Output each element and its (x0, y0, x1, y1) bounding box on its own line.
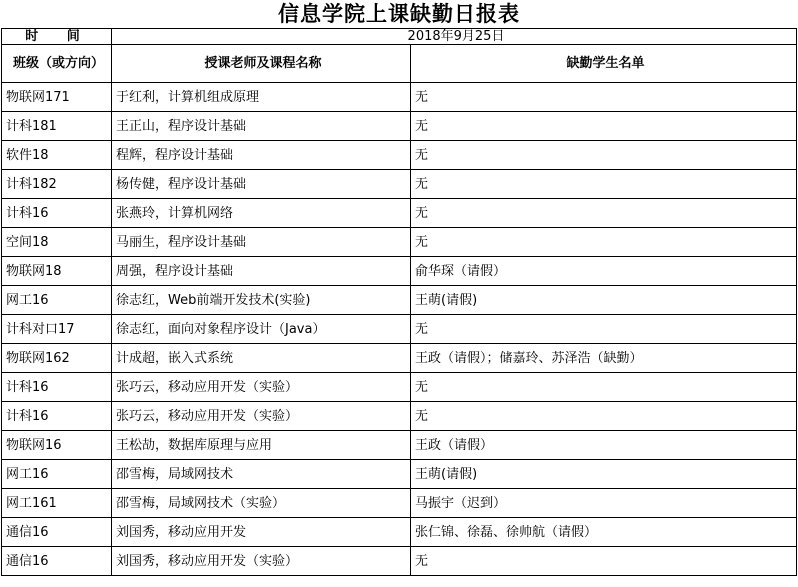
table-row (2, 460, 797, 489)
table-row (2, 141, 797, 170)
table-row (2, 402, 797, 431)
table-row (2, 489, 797, 518)
table-row (2, 344, 797, 373)
teacher-course-cell: 王松劼，数据库原理与应用 (112, 431, 411, 460)
teacher-course-cell: 邵雪梅，局域网技术 (112, 460, 411, 489)
attendance-table (1, 28, 797, 576)
teacher-course-cell: 徐志红，面向对象程序设计（Java） (112, 315, 411, 344)
table-row (2, 112, 797, 141)
table-row (2, 257, 797, 286)
class-cell: 软件18 (2, 141, 112, 170)
table-row (2, 199, 797, 228)
absent-list-cell: 无 (411, 228, 797, 257)
absent-list-cell: 无 (411, 141, 797, 170)
class-cell: 计科182 (2, 170, 112, 199)
teacher-course-cell: 张巧云，移动应用开发（实验） (112, 402, 411, 431)
absent-list-cell: 无 (411, 199, 797, 228)
absent-list-cell: 无 (411, 547, 797, 576)
class-cell: 通信16 (2, 547, 112, 576)
teacher-course-cell: 杨传健，程序设计基础 (112, 170, 411, 199)
teacher-course-cell: 张燕玲，计算机网络 (112, 199, 411, 228)
absent-list-cell: 无 (411, 83, 797, 112)
absent-list-cell: 张仁锦、徐磊、徐帅航（请假） (411, 518, 797, 547)
class-cell: 空间18 (2, 228, 112, 257)
teacher-course-cell: 马丽生，程序设计基础 (112, 228, 411, 257)
class-cell: 计科16 (2, 402, 112, 431)
class-cell: 计科181 (2, 112, 112, 141)
table-row (2, 373, 797, 402)
attendance-table-body (2, 29, 797, 576)
class-cell: 物联网162 (2, 344, 112, 373)
header-row (2, 45, 797, 83)
absent-list-cell: 无 (411, 402, 797, 431)
table-row (2, 286, 797, 315)
table-row (2, 518, 797, 547)
class-cell: 网工161 (2, 489, 112, 518)
absent-list-cell: 王萌(请假) (411, 286, 797, 315)
absent-list-cell: 俞华琛（请假） (411, 257, 797, 286)
teacher-course-cell: 程辉，程序设计基础 (112, 141, 411, 170)
teacher-course-cell: 计成超，嵌入式系统 (112, 344, 411, 373)
teacher-course-cell: 周强，程序设计基础 (112, 257, 411, 286)
class-cell: 物联网16 (2, 431, 112, 460)
class-cell: 物联网171 (2, 83, 112, 112)
absent-column-header: 缺勤学生名单 (411, 45, 797, 83)
absent-list-cell: 王政（请假）；储嘉玲、苏泽浩（缺勤） (411, 344, 797, 373)
table-row (2, 431, 797, 460)
absent-list-cell: 无 (411, 373, 797, 402)
class-cell: 计科16 (2, 199, 112, 228)
absent-list-cell: 无 (411, 112, 797, 141)
table-row (2, 170, 797, 199)
class-cell: 通信16 (2, 518, 112, 547)
absent-list-cell: 马振宇（迟到） (411, 489, 797, 518)
absent-list-cell: 王萌(请假) (411, 460, 797, 489)
table-row (2, 228, 797, 257)
teacher-course-cell: 张巧云，移动应用开发（实验） (112, 373, 411, 402)
teacher-course-cell: 徐志红，Web前端开发技术(实验) (112, 286, 411, 315)
teacher-course-cell: 王正山，程序设计基础 (112, 112, 411, 141)
time-row (2, 29, 797, 45)
absent-list-cell: 王政（请假） (411, 431, 797, 460)
table-row (2, 547, 797, 576)
table-row (2, 315, 797, 344)
time-label-cell: 时 间 (2, 29, 112, 45)
teacher-course-cell: 于红利，计算机组成原理 (112, 83, 411, 112)
class-cell: 物联网18 (2, 257, 112, 286)
class-cell: 网工16 (2, 460, 112, 489)
class-cell: 计科对口17 (2, 315, 112, 344)
class-cell: 网工16 (2, 286, 112, 315)
date-cell: 2018年9月25日 (112, 29, 797, 45)
table-row (2, 83, 797, 112)
absent-list-cell: 无 (411, 315, 797, 344)
teacher-course-cell: 刘国秀，移动应用开发（实验） (112, 547, 411, 576)
teacher-course-column-header: 授课老师及课程名称 (112, 45, 411, 83)
teacher-course-cell: 刘国秀，移动应用开发 (112, 518, 411, 547)
class-column-header: 班级（或方向） (2, 45, 112, 83)
report-title: 信息学院上课缺勤日报表 (278, 1, 520, 26)
absent-list-cell: 无 (411, 170, 797, 199)
class-cell: 计科16 (2, 373, 112, 402)
teacher-course-cell: 邵雪梅，局域网技术（实验） (112, 489, 411, 518)
